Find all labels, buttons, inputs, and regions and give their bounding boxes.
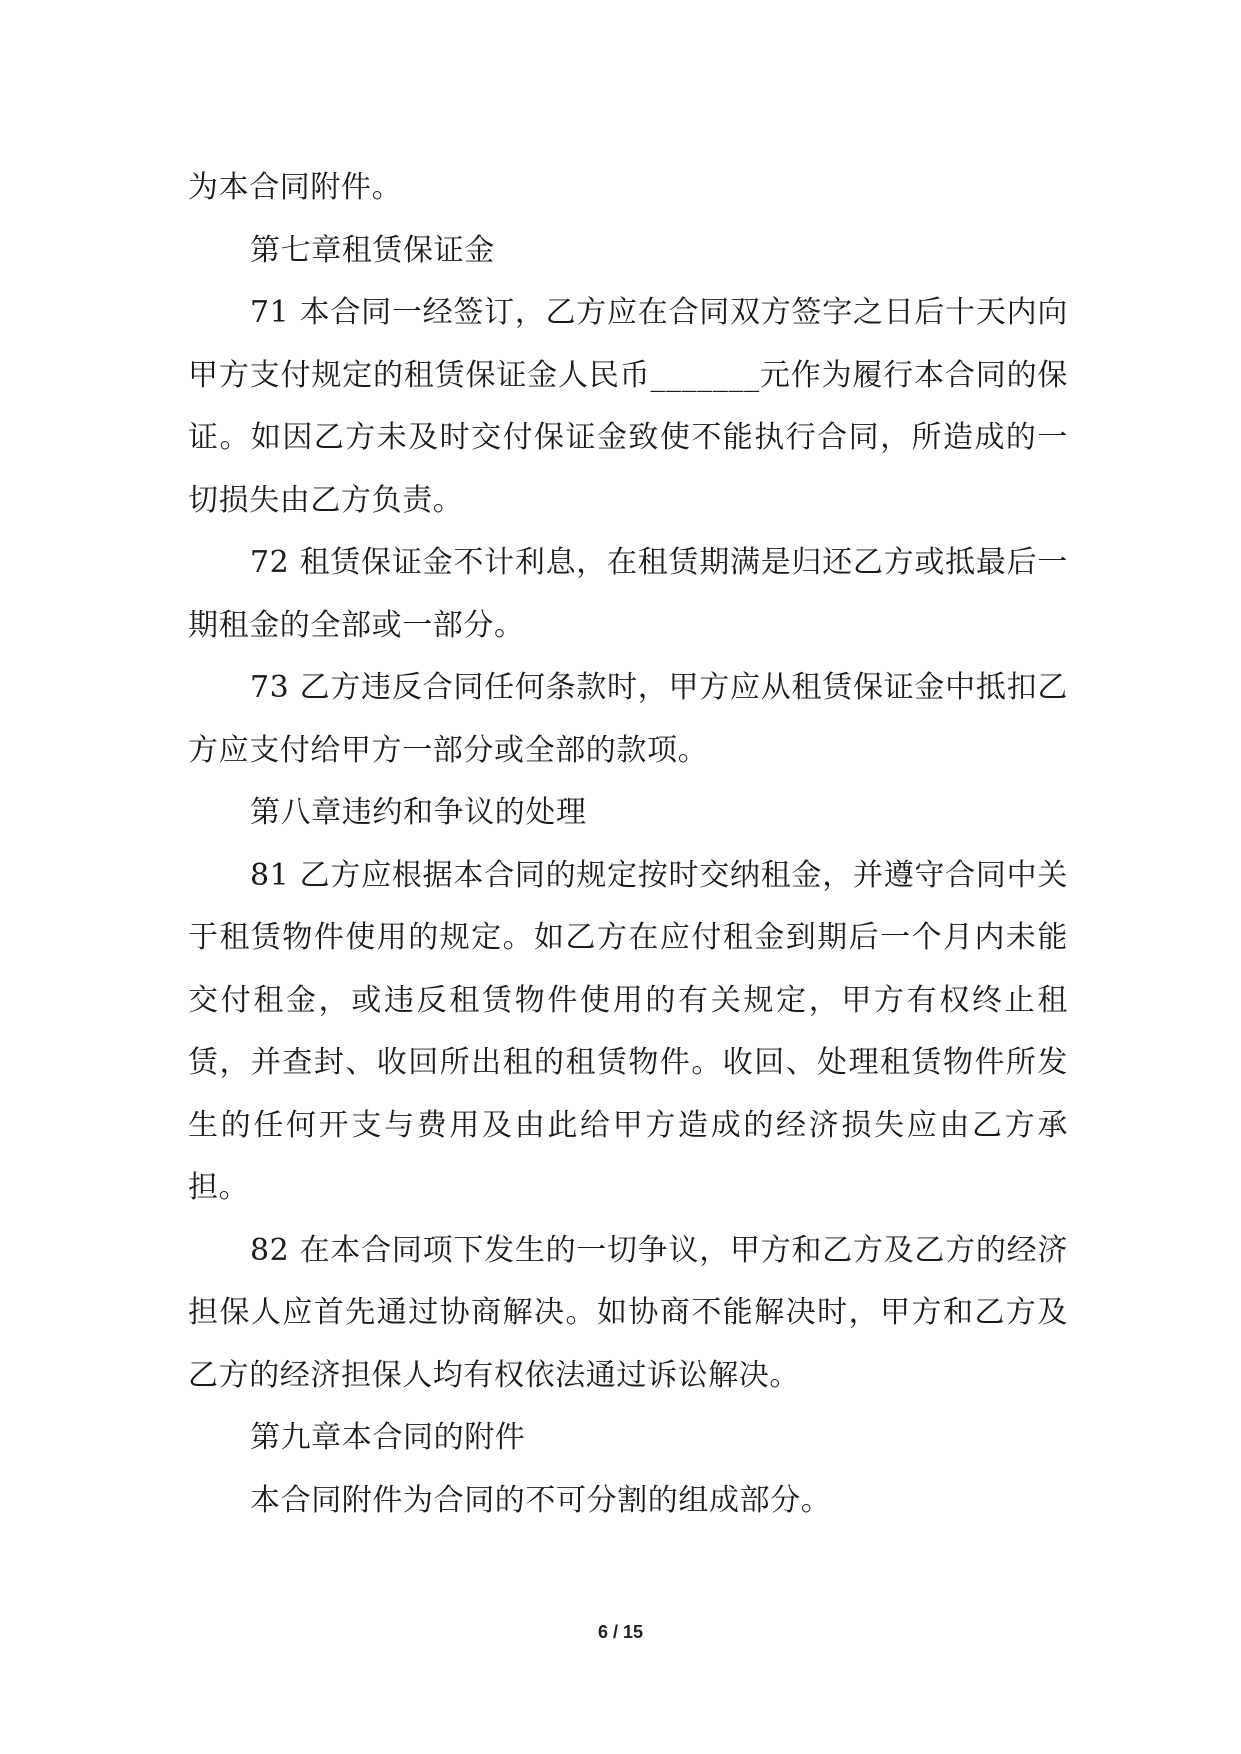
paragraph-continuation: 为本合同附件。 — [188, 170, 403, 205]
clause-82: 82 在本合同项下发生的一切争议，甲方和乙方及乙方的经济担保人应首先通过协商解决。如协商不能解决时，甲方和乙方及乙方的经济担保人均有权依法通过诉讼解决。 — [188, 1232, 1068, 1393]
document-body — [188, 157, 1068, 1532]
clause-72: 72 租赁保证金不计利息，在租赁期满是归还乙方或抵最后一期租金的全部或一部分。 — [188, 545, 1068, 643]
annex-statement: 本合同附件为合同的不可分割的组成部分。 — [250, 1482, 832, 1518]
page-number: 6 / 15 — [597, 1622, 644, 1642]
chapter-8-heading: 第八章违约和争议的处理 — [250, 795, 587, 830]
chapter-7-heading: 第七章租赁保证金 — [250, 232, 495, 268]
clause-81: 81 乙方应根据本合同的规定按时交纳租金，并遵守合同中关于租赁物件使用的规定。如乙方在应付租金到期后一个月内未能交付租金，或违反租赁物件使用的有关规定，甲方有权终止租赁，并查封、收回所出租的租赁物件。收回、处理租赁物件所发生的任何开支与费用及由此给甲方造成的经济损失应由乙方承担。 — [188, 857, 1068, 1205]
clause-73: 73 乙方违反合同任何条款时，甲方应从租赁保证金中抵扣乙方应支付给甲方一部分或全部的款项。 — [188, 670, 1068, 768]
clause-71: 71 本合同一经签订，乙方应在合同双方签字之日后十天内向甲方支付规定的租赁保证金人民币_______元作为履行本合同的保证。如因乙方未及时交付保证金致使不能执行合同，所造成的一切损失由乙方负责。 — [188, 295, 1068, 518]
chapter-9-heading: 第九章本合同的附件 — [250, 1420, 526, 1455]
